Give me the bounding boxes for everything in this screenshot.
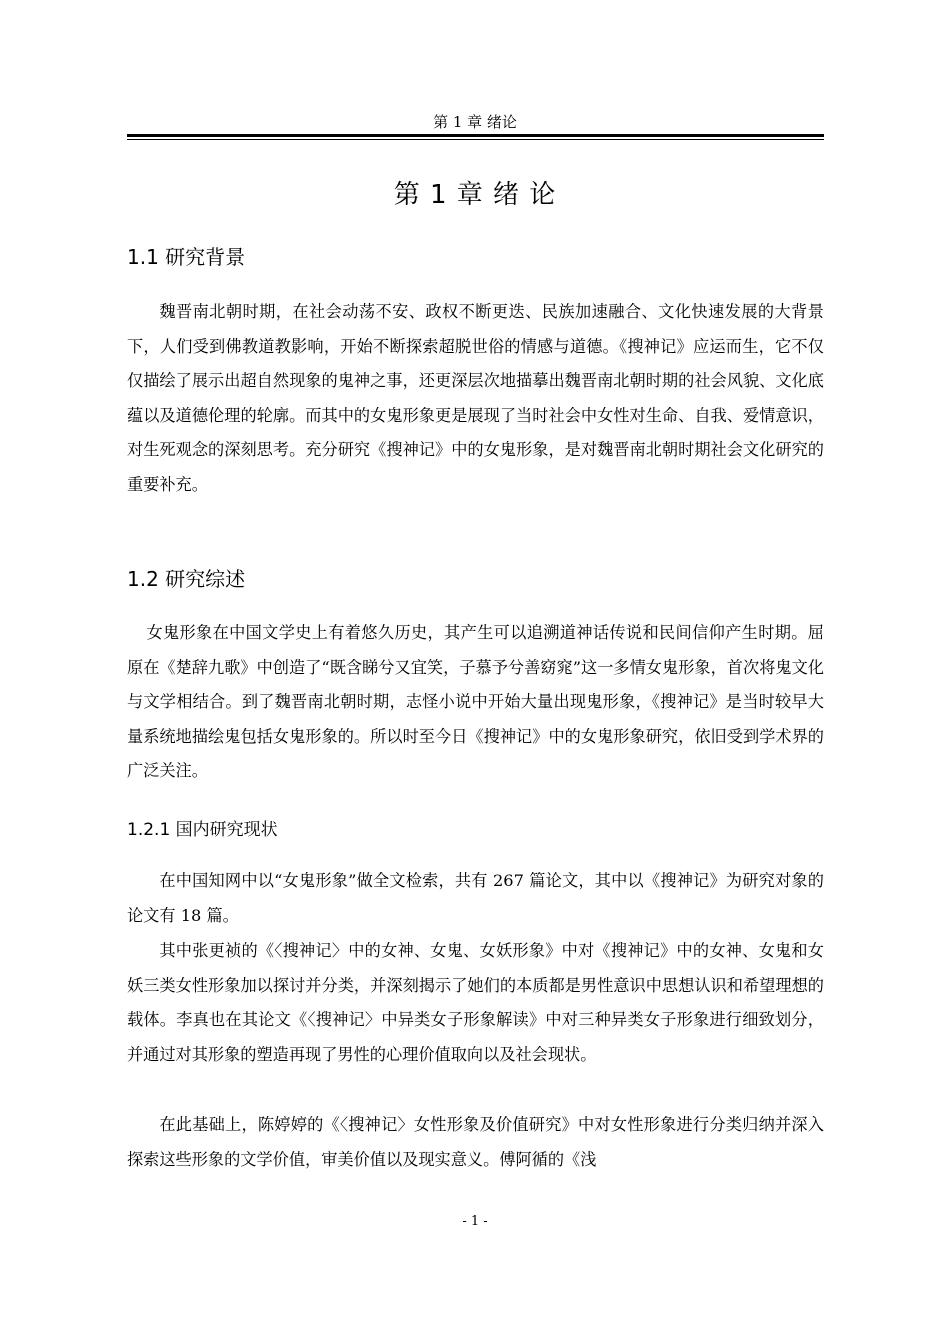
chapter-title: 第 1 章 绪 论 bbox=[393, 180, 557, 210]
header-rule-thick bbox=[127, 134, 824, 137]
running-header: 第 1 章 绪论 bbox=[433, 113, 517, 131]
section-heading-1-2-1: 1.2.1 国内研究现状 bbox=[127, 820, 278, 840]
section-heading-1-1: 1.1 研究背景 bbox=[127, 245, 246, 269]
page-number: - 1 - bbox=[462, 1214, 488, 1229]
section-1-1-paragraph-1: 魏晋南北朝时期，在社会动荡不安、政权不断更迭、民族加速融合、文化快速发展的大背景下，人们受到佛教道教影响，开始不断探索超脱世俗的情感与道德。《搜神记》应运而生，它不仅仅描绘了展示出超自然现象的鬼神之事，还更深层次地描摹出魏晋南北朝时期的社会风貌、文化底蕴以及道德伦理的轮廓。而其中的女鬼形象更是展现了当时社会中女性对生命、自我、爱情意识，对生死观念的深刻思考。充分研究《搜神记》中的女鬼形象，是对魏晋南北朝时期社会文化研究的重要补充。 bbox=[127, 302, 824, 494]
header-rule-thin bbox=[127, 139, 824, 140]
section-heading-1-2: 1.2 研究综述 bbox=[127, 567, 246, 591]
section-1-2-1-paragraph-2: 其中张更祯的《〈搜神记〉中的女神、女鬼、女妖形象》中对《搜神记》中的女神、女鬼和女妖三类女性形象加以探讨并分类，并深刻揭示了她们的本质都是男性意识中思想认识和希望理想的载体。李真也在其论文《〈搜神记〉中异类女子形象解读》中对三种异类女子形象进行细致划分，并通过对其形象的塑造再现了男性的心理价值取向以及社会现状。 bbox=[127, 941, 824, 1064]
section-1-2-1-paragraph-3: 在此基础上，陈婷婷的《〈搜神记〉女性形象及价值研究》中对女性形象进行分类归纳并深入探索这些形象的文学价值，审美价值以及现实意义。傅阿循的《浅 bbox=[127, 1115, 824, 1169]
section-1-2-1-paragraph-1: 在中国知网中以“女鬼形象”做全文检索，共有 267 篇论文，其中以《搜神记》为研究对象的论文有 18 篇。 bbox=[127, 871, 824, 925]
section-1-2-paragraph-1: 女鬼形象在中国文学史上有着悠久历史，其产生可以追溯道神话传说和民间信仰产生时期。屈原在《楚辞九歌》中创造了“既含睇兮又宜笑，子慕予兮善窈窕”这一多情女鬼形象，首次将鬼文化与文学相结合。到了魏晋南北朝时期，志怪小说中开始大量出现鬼形象，《搜神记》是当时较早大量系统地描绘鬼包括女鬼形象的。所以时至今日《搜神记》中的女鬼形象研究，依旧受到学术界的广泛关注。 bbox=[127, 623, 824, 781]
